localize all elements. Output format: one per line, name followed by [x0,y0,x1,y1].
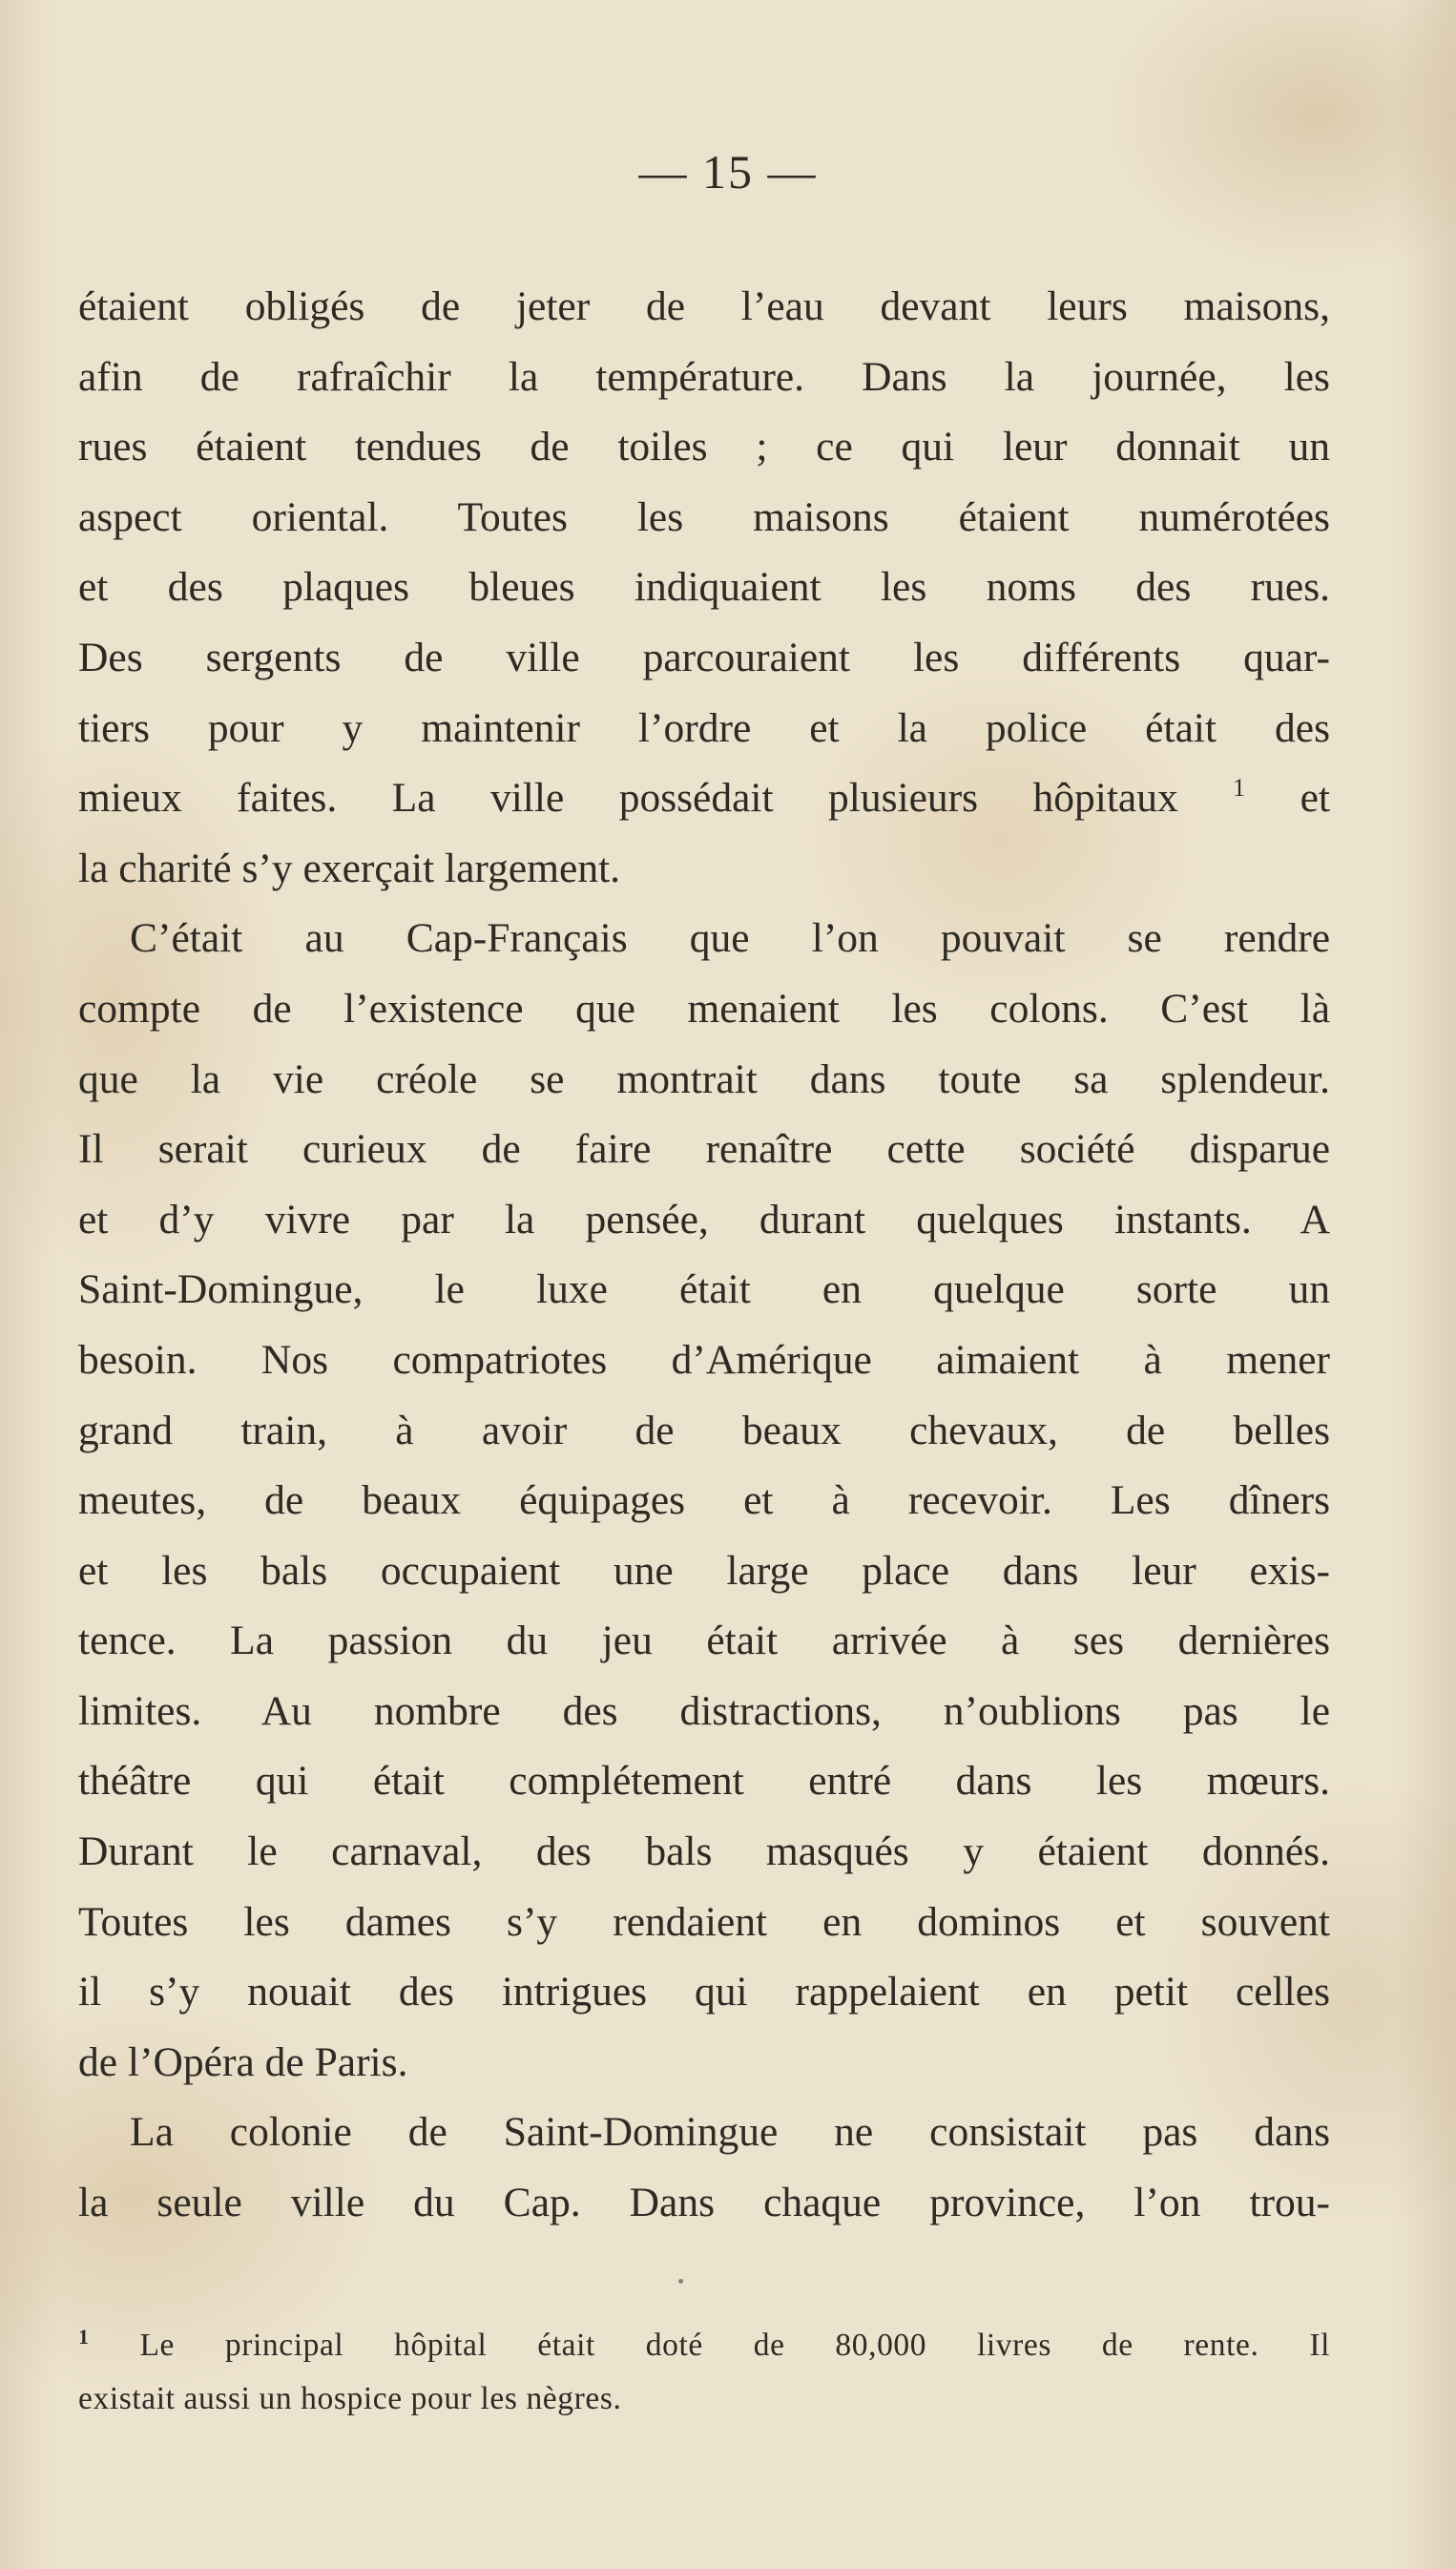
text-line-with-footnote [78,763,1330,834]
text-line: La colonie de Saint-Domingue ne consistait pas dans [130,2109,1330,2156]
text-line: étaient obligés de jeter de l’eau devant leurs maisons, [78,283,1330,329]
footnote-separator [678,2279,683,2284]
text-line: besoin. Nos compatriotes d’Amérique aimaient à mener [78,1336,1330,1383]
text-line: Il serait curieux de faire renaître cette société disparue [78,1126,1330,1173]
text-line: et les bals occupaient une large place dans leur exis- [78,1547,1330,1594]
paragraph-2 [78,904,1330,2098]
footnote-line [78,2319,1330,2372]
text-line: Durant le carnaval, des bals masqués y étaient donnés. [78,1828,1330,1875]
footnote-marker: 1 [78,2325,90,2349]
text-segment: mieux faites. La ville possédait plusieurs hôpitaux [78,775,1178,822]
paragraph-1 [78,272,1330,904]
text-line: tiers pour y maintenir l’ordre et la police était des [78,704,1330,751]
footnote-line: existait aussi un hospice pour les nègres. [78,2381,622,2416]
text-line: limites. Au nombre des distractions, n’oublions pas le [78,1687,1330,1734]
text-line: compte de l’existence que menaient les colons. C’est là [78,985,1330,1032]
text-segment: et [1245,775,1330,822]
text-line: meutes, de beaux équipages et à recevoir. Les dîners [78,1477,1330,1524]
text-line: la charité s’y exerçait largement. [78,845,621,891]
text-line: Toutes les dames s’y rendaient en dominos et souvent [78,1898,1330,1945]
footnote [78,2319,1330,2426]
text-line: tence. La passion du jeu était arrivée à ses dernières [78,1618,1330,1664]
text-line: la seule ville du Cap. Dans chaque province, l’on trou- [78,2180,1330,2226]
text-line: théâtre qui était complétement entré dans les mœurs. [78,1758,1330,1805]
text-line: il s’y nouait des intrigues qui rappelaient en petit celles [78,1969,1330,2016]
text-segment: Le principal hôpital était doté de 80,000 livres de rente. Il [139,2328,1330,2363]
paragraph-3 [78,2098,1330,2238]
text-line: rues étaient tendues de toiles ; ce qui leur donnait un [78,424,1330,470]
text-line: aspect oriental. Toutes les maisons étaient numérotées [78,493,1330,540]
text-line: et d’y vivre par la pensée, durant quelques instants. A [78,1196,1330,1243]
text-line: grand train, à avoir de beaux chevaux, de belles [78,1407,1330,1453]
page-number: — 15 — [638,145,818,198]
body-text [78,272,1330,2239]
text-line: Saint-Domingue, le luxe était en quelque sorte un [78,1266,1330,1313]
footnote-reference: 1 [1233,774,1246,803]
text-line: de l’Opéra de Paris. [78,2038,408,2085]
text-line: C’était au Cap-Français que l’on pouvait se rendre [130,915,1330,962]
text-line: afin de rafraîchir la température. Dans la journée, les [78,353,1330,400]
text-line: et des plaques bleues indiquaient les noms des rues. [78,564,1330,611]
text-line: que la vie créole se montrait dans toute sa splendeur. [78,1055,1330,1102]
text-line: Des sergents de ville parcouraient les différents quar- [78,634,1330,680]
